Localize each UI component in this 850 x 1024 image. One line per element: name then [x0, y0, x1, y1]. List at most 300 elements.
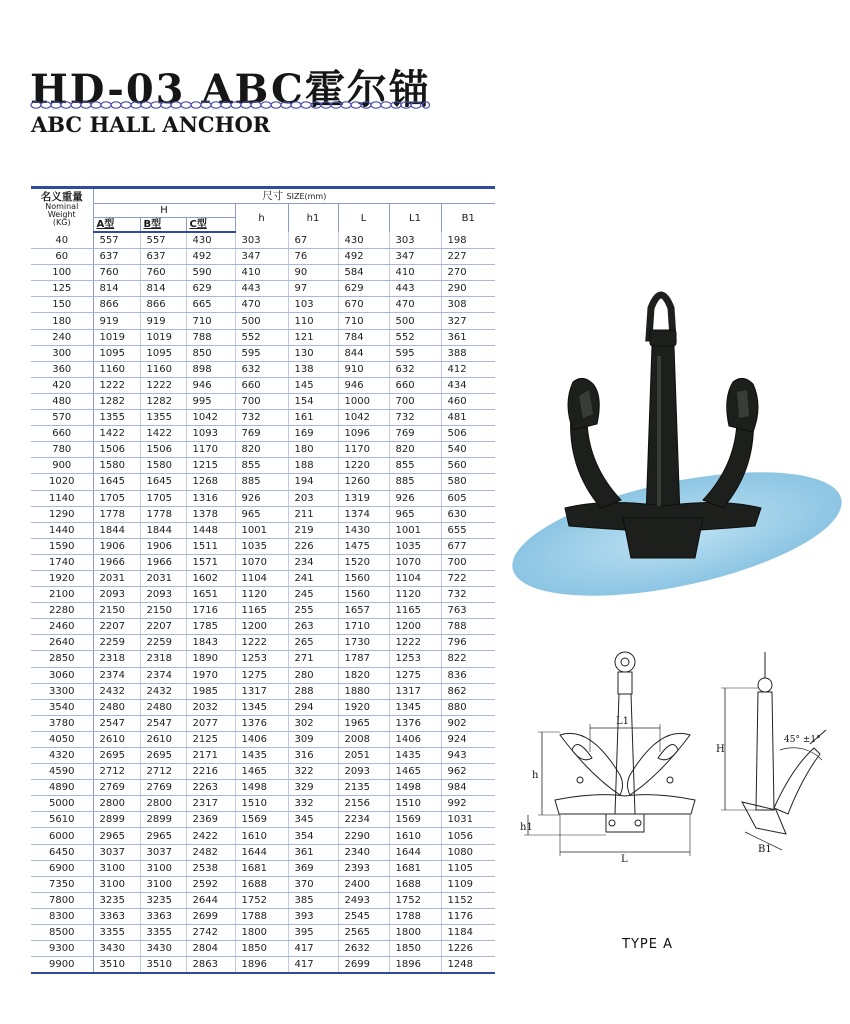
table-cell: 814	[140, 281, 186, 297]
table-cell: 1000	[338, 393, 389, 409]
table-cell: 8300	[31, 908, 93, 924]
table-cell: 1602	[186, 570, 235, 586]
table-cell: 660	[389, 377, 441, 393]
table-row	[31, 474, 495, 490]
table-cell: 3780	[31, 715, 93, 731]
table-row	[31, 265, 495, 281]
table-cell: 2093	[140, 587, 186, 603]
header-L1: L1	[389, 204, 441, 233]
table-cell: 3235	[140, 892, 186, 908]
table-cell: 1019	[140, 329, 186, 345]
table-cell: 1222	[235, 635, 288, 651]
table-cell: 6000	[31, 828, 93, 844]
table-cell: 1001	[235, 522, 288, 538]
table-cell: 241	[288, 570, 338, 586]
table-cell: 395	[288, 925, 338, 941]
table-cell: 2259	[93, 635, 140, 651]
table-cell: 294	[288, 699, 338, 715]
table-cell: 1510	[389, 796, 441, 812]
table-row	[31, 377, 495, 393]
table-cell: 2432	[140, 683, 186, 699]
table-cell: 855	[389, 458, 441, 474]
table-cell: 677	[441, 538, 495, 554]
table-cell: 369	[288, 860, 338, 876]
table-cell: 595	[235, 345, 288, 361]
table-cell: 1165	[235, 603, 288, 619]
table-cell: 1705	[140, 490, 186, 506]
table-row	[31, 603, 495, 619]
table-cell: 145	[288, 377, 338, 393]
table-cell: 2374	[93, 667, 140, 683]
table-cell: 655	[441, 522, 495, 538]
table-cell: 1317	[389, 683, 441, 699]
table-cell: 1319	[338, 490, 389, 506]
table-cell: 784	[338, 329, 389, 345]
table-cell: 1880	[338, 683, 389, 699]
table-cell: 2480	[140, 699, 186, 715]
table-cell: 1448	[186, 522, 235, 538]
table-cell: 1422	[93, 426, 140, 442]
table-cell: 125	[31, 281, 93, 297]
table-cell: 796	[441, 635, 495, 651]
table-row	[31, 442, 495, 458]
table-cell: 500	[235, 313, 288, 329]
table-cell: 2742	[186, 925, 235, 941]
table-cell: 3363	[93, 908, 140, 924]
table-row	[31, 683, 495, 699]
table-cell: 1020	[31, 474, 93, 490]
table-row	[31, 281, 495, 297]
table-row	[31, 699, 495, 715]
table-cell: 1222	[389, 635, 441, 651]
table-cell: 1920	[338, 699, 389, 715]
table-row	[31, 941, 495, 957]
table-cell: 2290	[338, 828, 389, 844]
table-cell: 943	[441, 748, 495, 764]
table-cell: 430	[338, 232, 389, 249]
table-cell: 219	[288, 522, 338, 538]
table-cell: 361	[288, 844, 338, 860]
table-cell: 1966	[93, 554, 140, 570]
table-cell: 1966	[140, 554, 186, 570]
table-cell: 919	[140, 313, 186, 329]
table-cell: 2031	[140, 570, 186, 586]
table-cell: 303	[389, 232, 441, 249]
table-cell: 1035	[389, 538, 441, 554]
header-nominal-weight: 名义重量 Nominal Weight (KG)	[31, 188, 93, 233]
table-cell: 1140	[31, 490, 93, 506]
table-row	[31, 297, 495, 313]
table-cell: 2547	[140, 715, 186, 731]
table-cell: 154	[288, 393, 338, 409]
table-cell: 1160	[93, 361, 140, 377]
table-cell: 637	[140, 249, 186, 265]
table-cell: 1345	[389, 699, 441, 715]
table-cell: 2216	[186, 764, 235, 780]
table-cell: 2280	[31, 603, 93, 619]
table-cell: 788	[186, 329, 235, 345]
table-row	[31, 313, 495, 329]
table-cell: 1248	[441, 957, 495, 974]
table-cell: 6450	[31, 844, 93, 860]
table-cell: 2318	[140, 651, 186, 667]
table-cell: 1560	[338, 587, 389, 603]
table-cell: 443	[235, 281, 288, 297]
table-cell: 2800	[93, 796, 140, 812]
table-cell: 2318	[93, 651, 140, 667]
table-cell: 2644	[186, 892, 235, 908]
table-row	[31, 554, 495, 570]
table-cell: 1378	[186, 506, 235, 522]
table-cell: 1430	[338, 522, 389, 538]
table-cell: 4050	[31, 731, 93, 747]
table-cell: 1165	[389, 603, 441, 619]
table-row	[31, 426, 495, 442]
table-cell: 732	[441, 587, 495, 603]
table-cell: 1042	[338, 410, 389, 426]
table-cell: 470	[235, 297, 288, 313]
table-cell: 1376	[389, 715, 441, 731]
table-cell: 329	[288, 780, 338, 796]
table-cell: 1820	[338, 667, 389, 683]
table-cell: 316	[288, 748, 338, 764]
table-row	[31, 780, 495, 796]
table-cell: 1226	[441, 941, 495, 957]
table-cell: 60	[31, 249, 93, 265]
table-cell: 2899	[93, 812, 140, 828]
dim-label-L1: L1	[616, 716, 630, 727]
table-cell: 288	[288, 683, 338, 699]
table-cell: 1275	[235, 667, 288, 683]
table-cell: 1406	[389, 731, 441, 747]
table-cell: 360	[31, 361, 93, 377]
table-cell: 2234	[338, 812, 389, 828]
table-cell: 263	[288, 619, 338, 635]
table-cell: 2699	[338, 957, 389, 974]
table-cell: 670	[338, 297, 389, 313]
table-cell: 1511	[186, 538, 235, 554]
table-cell: 1850	[235, 941, 288, 957]
table-cell: 1095	[93, 345, 140, 361]
table-row	[31, 329, 495, 345]
table-cell: 420	[31, 377, 93, 393]
table-cell: 1985	[186, 683, 235, 699]
table-cell: 820	[389, 442, 441, 458]
table-row	[31, 667, 495, 683]
table-row	[31, 587, 495, 603]
table-cell: 121	[288, 329, 338, 345]
table-cell: 1645	[93, 474, 140, 490]
table-cell: 4590	[31, 764, 93, 780]
table-cell: 2640	[31, 635, 93, 651]
table-cell: 1465	[235, 764, 288, 780]
table-cell: 1200	[235, 619, 288, 635]
table-cell: 2100	[31, 587, 93, 603]
table-cell: 3100	[140, 876, 186, 892]
table-cell: 2545	[338, 908, 389, 924]
table-cell: 1970	[186, 667, 235, 683]
table-row	[31, 490, 495, 506]
table-cell: 1688	[389, 876, 441, 892]
table-cell: 2610	[140, 731, 186, 747]
table-row	[31, 635, 495, 651]
table-cell: 302	[288, 715, 338, 731]
table-cell: 4320	[31, 748, 93, 764]
table-cell: 1105	[441, 860, 495, 876]
table-cell: 2699	[186, 908, 235, 924]
table-cell: 946	[338, 377, 389, 393]
table-cell: 1406	[235, 731, 288, 747]
table-cell: 5610	[31, 812, 93, 828]
table-cell: 2565	[338, 925, 389, 941]
table-cell: 7350	[31, 876, 93, 892]
table-cell: 347	[389, 249, 441, 265]
table-cell: 430	[186, 232, 235, 249]
table-row	[31, 345, 495, 361]
table-cell: 1056	[441, 828, 495, 844]
table-row	[31, 249, 495, 265]
table-cell: 1355	[93, 410, 140, 426]
table-cell: 5000	[31, 796, 93, 812]
table-cell: 76	[288, 249, 338, 265]
table-cell: 1740	[31, 554, 93, 570]
table-cell: 924	[441, 731, 495, 747]
table-cell: 1644	[235, 844, 288, 860]
table-cell: 303	[235, 232, 288, 249]
table-cell: 3037	[140, 844, 186, 860]
table-cell: 2008	[338, 731, 389, 747]
table-cell: 1716	[186, 603, 235, 619]
table-cell: 1019	[93, 329, 140, 345]
table-cell: 2712	[140, 764, 186, 780]
dim-label-L: L	[621, 854, 628, 865]
table-cell: 180	[31, 313, 93, 329]
table-cell: 1042	[186, 410, 235, 426]
table-cell: 769	[389, 426, 441, 442]
table-cell: 2965	[140, 828, 186, 844]
table-cell: 1580	[93, 458, 140, 474]
table-cell: 245	[288, 587, 338, 603]
table-cell: 500	[389, 313, 441, 329]
table-cell: 820	[235, 442, 288, 458]
table-cell: 2374	[140, 667, 186, 683]
table-cell: 1290	[31, 506, 93, 522]
table-cell: 1376	[235, 715, 288, 731]
table-cell: 481	[441, 410, 495, 426]
table-row	[31, 812, 495, 828]
table-cell: 1160	[140, 361, 186, 377]
table-cell: 2493	[338, 892, 389, 908]
table-cell: 2156	[338, 796, 389, 812]
table-cell: 2207	[93, 619, 140, 635]
table-row	[31, 925, 495, 941]
table-cell: 2369	[186, 812, 235, 828]
table-cell: 1440	[31, 522, 93, 538]
table-cell: 885	[389, 474, 441, 490]
table-cell: 8500	[31, 925, 93, 941]
table-cell: 1031	[441, 812, 495, 828]
table-cell: 2592	[186, 876, 235, 892]
table-cell: 1705	[93, 490, 140, 506]
table-row	[31, 651, 495, 667]
table-cell: 1752	[389, 892, 441, 908]
table-cell: 1200	[389, 619, 441, 635]
table-cell: 710	[338, 313, 389, 329]
table-cell: 2263	[186, 780, 235, 796]
table-cell: 992	[441, 796, 495, 812]
table-cell: 417	[288, 957, 338, 974]
table-cell: 1688	[235, 876, 288, 892]
table-cell: 866	[93, 297, 140, 313]
table-cell: 880	[441, 699, 495, 715]
table-cell: 1275	[389, 667, 441, 683]
table-cell: 1260	[338, 474, 389, 490]
table-cell: 2400	[338, 876, 389, 892]
table-cell: 1475	[338, 538, 389, 554]
table-cell: 1316	[186, 490, 235, 506]
table-cell: 1890	[186, 651, 235, 667]
table-cell: 584	[338, 265, 389, 281]
table-cell: 1520	[338, 554, 389, 570]
table-cell: 169	[288, 426, 338, 442]
chain-ornament	[30, 100, 430, 110]
table-cell: 2482	[186, 844, 235, 860]
table-cell: 629	[338, 281, 389, 297]
table-cell: 926	[389, 490, 441, 506]
table-cell: 862	[441, 683, 495, 699]
dim-label-B1: B1	[758, 844, 772, 855]
shackle-front	[615, 652, 635, 672]
table-cell: 3100	[140, 860, 186, 876]
table-cell: 3037	[93, 844, 140, 860]
table-cell: 855	[235, 458, 288, 474]
table-cell: 327	[441, 313, 495, 329]
table-cell: 1569	[235, 812, 288, 828]
table-row	[31, 908, 495, 924]
table-cell: 2460	[31, 619, 93, 635]
table-cell: 2125	[186, 731, 235, 747]
table-cell: 1080	[441, 844, 495, 860]
table-cell: 130	[288, 345, 338, 361]
table-cell: 1184	[441, 925, 495, 941]
table-cell: 700	[235, 393, 288, 409]
table-cell: 194	[288, 474, 338, 490]
table-cell: 1282	[140, 393, 186, 409]
table-cell: 1506	[93, 442, 140, 458]
table-cell: 3430	[93, 941, 140, 957]
table-cell: 188	[288, 458, 338, 474]
table-cell: 443	[389, 281, 441, 297]
table-cell: 769	[235, 426, 288, 442]
table-row	[31, 393, 495, 409]
table-cell: 492	[186, 249, 235, 265]
table-cell: 9300	[31, 941, 93, 957]
table-cell: 629	[186, 281, 235, 297]
table-cell: 2031	[93, 570, 140, 586]
header-h: h	[235, 204, 288, 233]
table-cell: 898	[186, 361, 235, 377]
table-cell: 1506	[140, 442, 186, 458]
table-cell: 7800	[31, 892, 93, 908]
table-cell: 570	[31, 410, 93, 426]
table-cell: 2340	[338, 844, 389, 860]
table-cell: 1253	[389, 651, 441, 667]
table-cell: 844	[338, 345, 389, 361]
table-row	[31, 506, 495, 522]
table-cell: 962	[441, 764, 495, 780]
table-cell: 1152	[441, 892, 495, 908]
table-cell: 322	[288, 764, 338, 780]
table-cell: 1253	[235, 651, 288, 667]
table-cell: 984	[441, 780, 495, 796]
table-cell: 560	[441, 458, 495, 474]
header-h1: h1	[288, 204, 338, 233]
table-cell: 361	[441, 329, 495, 345]
table-cell: 1844	[93, 522, 140, 538]
table-cell: 492	[338, 249, 389, 265]
table-row	[31, 828, 495, 844]
table-cell: 710	[186, 313, 235, 329]
table-cell: 1651	[186, 587, 235, 603]
table-row	[31, 232, 495, 249]
table-cell: 270	[441, 265, 495, 281]
table-cell: 506	[441, 426, 495, 442]
table-cell: 1644	[389, 844, 441, 860]
table-cell: 552	[235, 329, 288, 345]
table-cell: 2610	[93, 731, 140, 747]
table-cell: 2432	[93, 683, 140, 699]
table-cell: 1435	[389, 748, 441, 764]
table-cell: 3060	[31, 667, 93, 683]
table-cell: 1788	[235, 908, 288, 924]
table-cell: 1800	[235, 925, 288, 941]
table-cell: 2863	[186, 957, 235, 974]
table-cell: 308	[441, 297, 495, 313]
table-cell: 240	[31, 329, 93, 345]
table-cell: 580	[441, 474, 495, 490]
table-cell: 234	[288, 554, 338, 570]
table-cell: 3363	[140, 908, 186, 924]
table-cell: 1120	[235, 587, 288, 603]
table-cell: 763	[441, 603, 495, 619]
spec-table-body	[31, 232, 495, 973]
table-cell: 150	[31, 297, 93, 313]
table-cell: 3355	[93, 925, 140, 941]
table-cell: 345	[288, 812, 338, 828]
table-cell: 417	[288, 941, 338, 957]
table-cell: 1355	[140, 410, 186, 426]
table-cell: 2695	[93, 748, 140, 764]
table-cell: 1345	[235, 699, 288, 715]
table-cell: 1422	[140, 426, 186, 442]
table-cell: 965	[389, 506, 441, 522]
table-cell: 605	[441, 490, 495, 506]
table-cell: 1096	[338, 426, 389, 442]
table-cell: 822	[441, 651, 495, 667]
header-type-b: B型	[140, 218, 186, 233]
table-cell: 1435	[235, 748, 288, 764]
table-cell: 211	[288, 506, 338, 522]
dim-label-h1: h1	[520, 822, 533, 833]
table-cell: 3235	[93, 892, 140, 908]
header-L: L	[338, 204, 389, 233]
table-cell: 1580	[140, 458, 186, 474]
table-cell: 3510	[140, 957, 186, 974]
table-cell: 410	[389, 265, 441, 281]
table-cell: 780	[31, 442, 93, 458]
table-cell: 902	[441, 715, 495, 731]
table-cell: 309	[288, 731, 338, 747]
